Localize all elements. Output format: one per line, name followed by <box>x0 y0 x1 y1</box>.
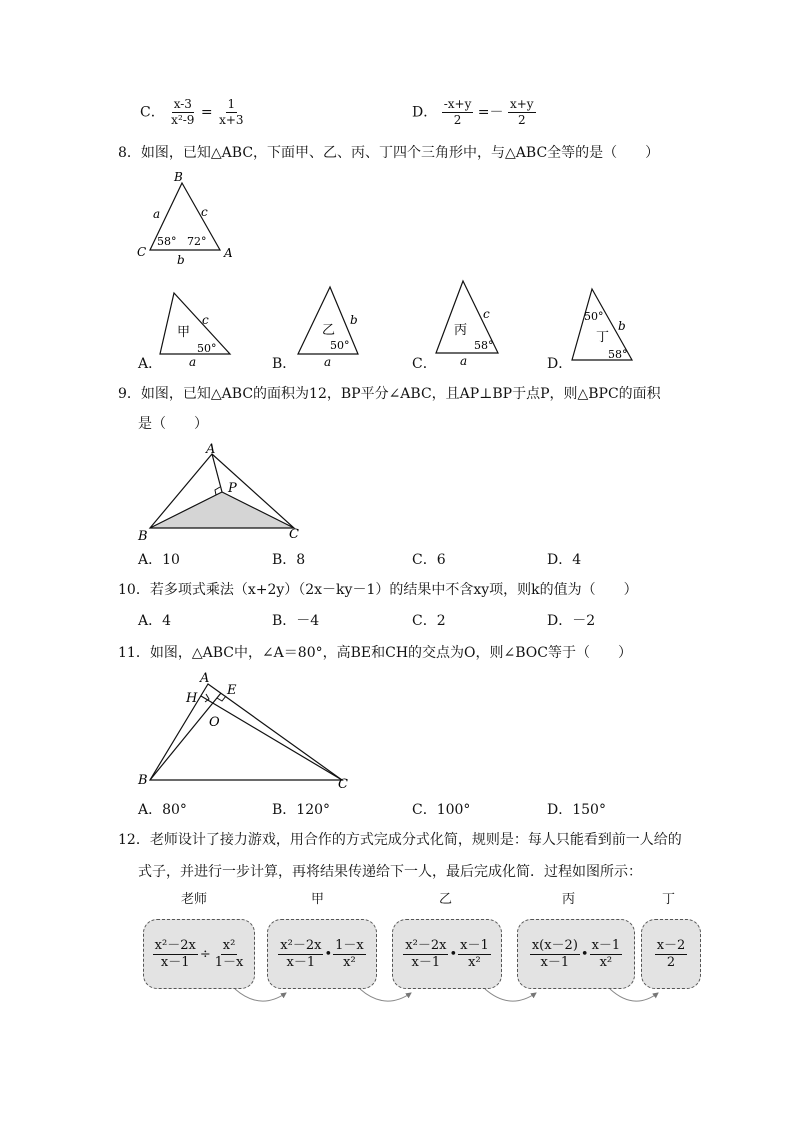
svg-text:A: A <box>200 671 210 686</box>
svg-text:a: a <box>460 354 468 368</box>
q7-option-c: C． $\frac{x-3}{\text{x²-9}}$ = $\frac{1}{x+3}$ <box>140 97 244 127</box>
q9-question-text-line1: 9．如图，已知△ABC的面积为12，BP平分∠ABC，且AP⊥BP于点P，则△BPC的面积 <box>118 386 661 402</box>
svg-text:C: C <box>289 527 299 542</box>
q10-option-b[interactable]: B．－4 <box>272 613 320 629</box>
q12-role-teacher: 老师 <box>181 892 208 907</box>
q12-box-ding: $\frac{x-2}{2}$ <box>641 919 701 989</box>
q11-option-b[interactable]: B．120° <box>272 802 331 818</box>
arrow-jia-to-yi <box>360 989 411 1001</box>
q10-option-c[interactable]: C．2 <box>412 613 446 629</box>
q12-question-text-line2: 式子，并进行一步计算，再将结果传递给下一人，最后完成化简．过程如图所示： <box>138 864 642 880</box>
q8-triangle-bing <box>428 276 508 368</box>
svg-text:P: P <box>228 481 237 496</box>
svg-text:a: a <box>189 355 197 368</box>
svg-text:A: A <box>224 246 233 260</box>
q10-option-a[interactable]: A．4 <box>138 613 172 629</box>
q9-option-b[interactable]: B．8 <box>272 552 306 568</box>
svg-text:a: a <box>153 207 161 221</box>
svg-text:72°: 72° <box>187 235 207 248</box>
svg-text:B: B <box>138 773 148 788</box>
q8-main-triangle-figure <box>132 168 242 266</box>
svg-text:50°: 50° <box>330 339 350 352</box>
arrow-yi-to-bing <box>485 989 536 1001</box>
q9-figure <box>132 440 312 544</box>
q12-role-ding: 丁 <box>662 892 676 907</box>
svg-text:50°: 50° <box>584 310 604 323</box>
q8-triangle-yi <box>292 282 367 368</box>
q7-option-d: D． $\frac{-x+y}{2}$ =－ $\frac{x+y}{2}$ <box>412 97 534 127</box>
svg-text:丁: 丁 <box>596 330 610 345</box>
arrow-teacher-to-jia <box>235 989 286 1001</box>
svg-text:58°: 58° <box>157 235 177 248</box>
svg-text:a: a <box>324 355 332 368</box>
svg-text:50°: 50° <box>197 342 217 355</box>
svg-text:B: B <box>138 529 148 544</box>
svg-text:b: b <box>618 319 626 333</box>
q11-question-text: 11．如图，△ABC中，∠A＝80°，高BE和CH的交点为O，则∠BOC等于（ ） <box>118 645 632 661</box>
svg-text:A: A <box>206 442 216 457</box>
q9-option-c[interactable]: C．6 <box>412 552 446 568</box>
q8-option-b-label[interactable]: B． <box>272 356 297 372</box>
svg-text:甲: 甲 <box>177 325 191 340</box>
svg-text:O: O <box>209 715 220 730</box>
svg-text:58°: 58° <box>474 339 494 352</box>
q7-d-left-fraction: $\frac{-x+y}{2}$ <box>443 97 472 127</box>
q12-box-bing: $\frac{x(x-2)}{x-1}$ • $\frac{x-1}{\text{x²}}$ <box>517 919 635 989</box>
q8-option-d-label[interactable]: D． <box>547 356 573 372</box>
q12-role-bing: 丙 <box>562 892 576 907</box>
arrow-bing-to-ding <box>610 989 658 1001</box>
svg-text:c: c <box>483 307 490 321</box>
q8-option-a-label[interactable]: A． <box>138 356 163 372</box>
q7-d-right-fraction: $\frac{x+y}{2}$ <box>509 97 534 127</box>
q11-option-a[interactable]: A．80° <box>138 802 187 818</box>
q10-option-d[interactable]: D．－2 <box>547 613 596 629</box>
q11-option-d[interactable]: D．150° <box>547 802 606 818</box>
q12-role-jia: 甲 <box>311 892 325 907</box>
q12-pass-arrows <box>230 985 670 1009</box>
svg-text:丙: 丙 <box>454 323 468 338</box>
q7-c-right-fraction: $\frac{1}{x+3}$ <box>219 97 244 127</box>
q11-figure <box>132 668 354 792</box>
q12-role-yi: 乙 <box>439 892 453 907</box>
q9-option-a[interactable]: A．10 <box>138 552 180 568</box>
svg-text:C: C <box>338 777 348 792</box>
q8-option-c-label[interactable]: C． <box>412 356 437 372</box>
q9-question-text-line2: 是（ ） <box>138 416 208 432</box>
q12-box-teacher: $\frac{\text{x²－2x}}{x-1}$ ÷ $\frac{\text{x²}}{1-x}$ <box>143 919 255 989</box>
q8-triangle-ding <box>564 284 642 368</box>
svg-text:H: H <box>186 691 198 706</box>
q12-box-jia: $\frac{\text{x²－2x}}{x-1}$ • $\frac{1-x}{\text{x²}}$ <box>267 919 377 989</box>
svg-text:C: C <box>137 245 147 259</box>
q8-question-text: 8．如图，已知△ABC，下面甲、乙、丙、丁四个三角形中，与△ABC全等的是（ ） <box>118 145 660 161</box>
svg-text:b: b <box>177 253 185 266</box>
svg-text:c: c <box>201 205 208 219</box>
svg-text:E: E <box>227 683 237 698</box>
q10-question-text: 10．若多项式乘法（x+2y）（2x－ky－1）的结果中不含xy项，则k的值为（ ） <box>118 582 638 598</box>
svg-text:c: c <box>202 313 209 327</box>
q9-option-d[interactable]: D．4 <box>547 552 582 568</box>
svg-text:B: B <box>174 170 183 184</box>
svg-text:乙: 乙 <box>322 323 336 338</box>
svg-text:b: b <box>350 313 358 327</box>
svg-text:58°: 58° <box>608 348 628 361</box>
q8-triangle-jia <box>152 288 237 368</box>
q12-question-text-line1: 12．老师设计了接力游戏，用合作的方式完成分式化简，规则是：每人只能看到前一人给的 <box>118 832 682 848</box>
q12-box-yi: $\frac{\text{x²－2x}}{x-1}$ • $\frac{x-1}{\text{x²}}$ <box>392 919 502 989</box>
q11-option-c[interactable]: C．100° <box>412 802 471 818</box>
q7-c-left-fraction: $\frac{x-3}{\text{x²-9}}$ <box>171 97 195 127</box>
